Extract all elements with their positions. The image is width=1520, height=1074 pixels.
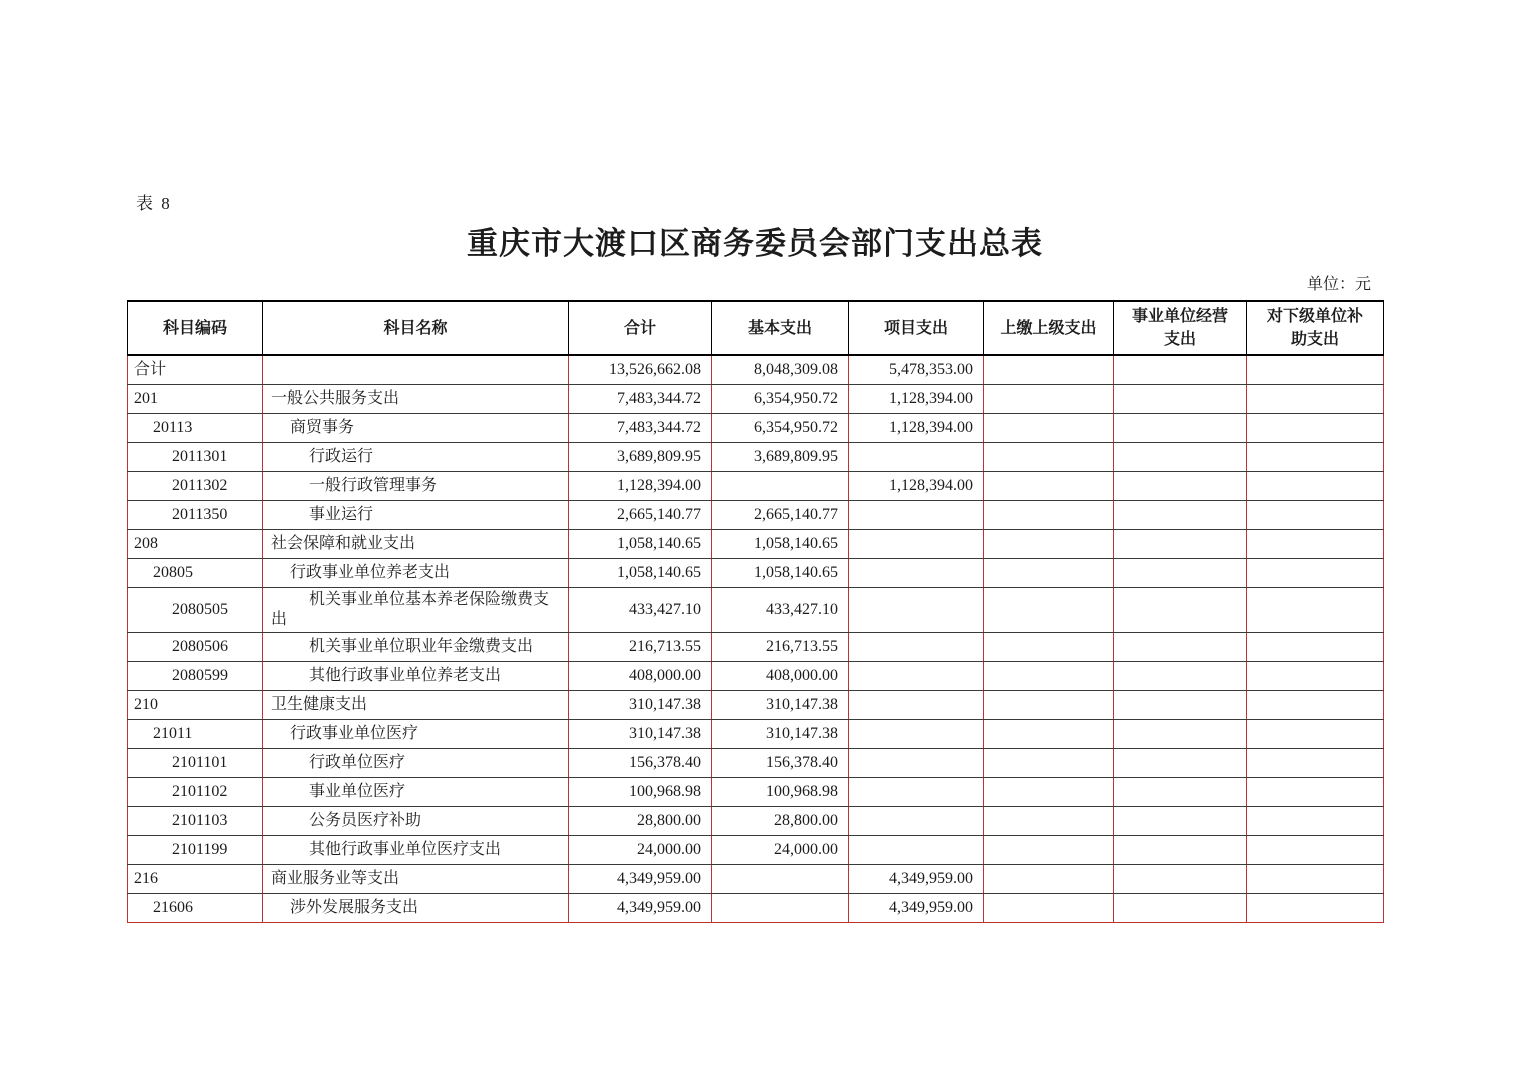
col-header-upper-level-payment: 上缴上级支出 xyxy=(984,301,1114,355)
cell-basic-expenditure: 156,378.40 xyxy=(712,748,849,777)
cell-subject-name: 行政事业单位养老支出 xyxy=(263,558,569,587)
cell-subject-code: 2080505 xyxy=(128,587,263,632)
cell-subsidy-expenditure xyxy=(1247,719,1384,748)
cell-subject-code: 2101199 xyxy=(128,835,263,864)
table-row xyxy=(128,587,1384,632)
table-row xyxy=(128,500,1384,529)
cell-basic-expenditure: 28,800.00 xyxy=(712,806,849,835)
cell-subject-name: 事业单位医疗 xyxy=(263,777,569,806)
cell-project-expenditure xyxy=(849,777,984,806)
table-row xyxy=(128,661,1384,690)
cell-subsidy-expenditure xyxy=(1247,384,1384,413)
table-row xyxy=(128,529,1384,558)
cell-total: 4,349,959.00 xyxy=(569,893,712,922)
cell-total: 408,000.00 xyxy=(569,661,712,690)
cell-basic-expenditure: 216,713.55 xyxy=(712,632,849,661)
cell-subsidy-expenditure xyxy=(1247,748,1384,777)
cell-project-expenditure: 4,349,959.00 xyxy=(849,864,984,893)
cell-basic-expenditure xyxy=(712,471,849,500)
cell-total: 7,483,344.72 xyxy=(569,413,712,442)
cell-project-expenditure xyxy=(849,835,984,864)
cell-subject-code: 210 xyxy=(128,690,263,719)
cell-basic-expenditure xyxy=(712,893,849,922)
table-row xyxy=(128,806,1384,835)
cell-total: 24,000.00 xyxy=(569,835,712,864)
cell-subject-code: 2080506 xyxy=(128,632,263,661)
cell-project-expenditure: 5,478,353.00 xyxy=(849,355,984,384)
cell-subsidy-expenditure xyxy=(1247,806,1384,835)
cell-upper-level-payment xyxy=(984,500,1114,529)
cell-subsidy-expenditure xyxy=(1247,558,1384,587)
cell-subject-name: 一般公共服务支出 xyxy=(263,384,569,413)
table-row xyxy=(128,835,1384,864)
cell-operating-expenditure xyxy=(1114,690,1247,719)
cell-subsidy-expenditure xyxy=(1247,413,1384,442)
cell-upper-level-payment xyxy=(984,748,1114,777)
cell-total: 13,526,662.08 xyxy=(569,355,712,384)
cell-total: 433,427.10 xyxy=(569,587,712,632)
cell-upper-level-payment xyxy=(984,893,1114,922)
cell-operating-expenditure xyxy=(1114,500,1247,529)
cell-upper-level-payment xyxy=(984,864,1114,893)
cell-subject-name xyxy=(263,355,569,384)
cell-operating-expenditure xyxy=(1114,529,1247,558)
cell-subject-code: 2011350 xyxy=(128,500,263,529)
unit-label: 单位：元 xyxy=(1306,276,1371,293)
cell-subject-name: 社会保障和就业支出 xyxy=(263,529,569,558)
cell-total: 1,058,140.65 xyxy=(569,558,712,587)
cell-subject-code: 216 xyxy=(128,864,263,893)
cell-subject-name: 行政事业单位医疗 xyxy=(263,719,569,748)
col-header-project-expenditure: 项目支出 xyxy=(849,301,984,355)
cell-subject-code: 合计 xyxy=(128,355,263,384)
table-row xyxy=(128,893,1384,922)
cell-total: 156,378.40 xyxy=(569,748,712,777)
cell-subsidy-expenditure xyxy=(1247,690,1384,719)
cell-upper-level-payment xyxy=(984,690,1114,719)
table-row xyxy=(128,719,1384,748)
cell-project-expenditure: 1,128,394.00 xyxy=(849,471,984,500)
cell-upper-level-payment xyxy=(984,806,1114,835)
cell-basic-expenditure: 24,000.00 xyxy=(712,835,849,864)
cell-operating-expenditure xyxy=(1114,864,1247,893)
col-header-basic-expenditure: 基本支出 xyxy=(712,301,849,355)
cell-subject-name: 公务员医疗补助 xyxy=(263,806,569,835)
cell-basic-expenditure: 310,147.38 xyxy=(712,690,849,719)
cell-subject-name: 商贸事务 xyxy=(263,413,569,442)
col-header-operating-expenditure: 事业单位经营支出 xyxy=(1114,301,1247,355)
cell-project-expenditure xyxy=(849,500,984,529)
cell-subject-code: 21606 xyxy=(128,893,263,922)
header-row xyxy=(128,301,1384,355)
cell-total: 1,128,394.00 xyxy=(569,471,712,500)
cell-operating-expenditure xyxy=(1114,719,1247,748)
cell-basic-expenditure: 8,048,309.08 xyxy=(712,355,849,384)
cell-subsidy-expenditure xyxy=(1247,632,1384,661)
table-row xyxy=(128,384,1384,413)
cell-total: 1,058,140.65 xyxy=(569,529,712,558)
cell-operating-expenditure xyxy=(1114,748,1247,777)
cell-total: 3,689,809.95 xyxy=(569,442,712,471)
cell-subsidy-expenditure xyxy=(1247,529,1384,558)
cell-subsidy-expenditure xyxy=(1247,500,1384,529)
cell-project-expenditure xyxy=(849,806,984,835)
cell-basic-expenditure: 408,000.00 xyxy=(712,661,849,690)
cell-subject-name: 涉外发展服务支出 xyxy=(263,893,569,922)
cell-total: 310,147.38 xyxy=(569,719,712,748)
cell-total: 28,800.00 xyxy=(569,806,712,835)
cell-total: 216,713.55 xyxy=(569,632,712,661)
cell-basic-expenditure: 100,968.98 xyxy=(712,777,849,806)
cell-upper-level-payment xyxy=(984,632,1114,661)
cell-subject-name: 行政运行 xyxy=(263,442,569,471)
col-header-total: 合计 xyxy=(569,301,712,355)
cell-subject-name: 其他行政事业单位医疗支出 xyxy=(263,835,569,864)
cell-subject-name: 卫生健康支出 xyxy=(263,690,569,719)
cell-upper-level-payment xyxy=(984,442,1114,471)
cell-total: 310,147.38 xyxy=(569,690,712,719)
cell-subject-code: 2101102 xyxy=(128,777,263,806)
cell-project-expenditure xyxy=(849,690,984,719)
table-row xyxy=(128,355,1384,384)
table-row xyxy=(128,864,1384,893)
page-title: 重庆市大渡口区商务委员会部门支出总表 xyxy=(467,226,1043,261)
col-header-subsidy-expenditure: 对下级单位补助支出 xyxy=(1247,301,1384,355)
cell-project-expenditure xyxy=(849,632,984,661)
table-row xyxy=(128,632,1384,661)
table-row xyxy=(128,690,1384,719)
cell-subject-name: 商业服务业等支出 xyxy=(263,864,569,893)
cell-subject-name: 机关事业单位职业年金缴费支出 xyxy=(263,632,569,661)
cell-operating-expenditure xyxy=(1114,384,1247,413)
cell-subject-code: 2080599 xyxy=(128,661,263,690)
cell-project-expenditure xyxy=(849,587,984,632)
cell-project-expenditure xyxy=(849,661,984,690)
cell-project-expenditure: 1,128,394.00 xyxy=(849,384,984,413)
cell-upper-level-payment xyxy=(984,777,1114,806)
cell-subject-code: 2101101 xyxy=(128,748,263,777)
table-header xyxy=(128,301,1384,355)
cell-subject-code: 20113 xyxy=(128,413,263,442)
cell-upper-level-payment xyxy=(984,471,1114,500)
cell-basic-expenditure: 6,354,950.72 xyxy=(712,413,849,442)
cell-basic-expenditure: 310,147.38 xyxy=(712,719,849,748)
cell-total: 2,665,140.77 xyxy=(569,500,712,529)
cell-project-expenditure xyxy=(849,719,984,748)
cell-basic-expenditure: 3,689,809.95 xyxy=(712,442,849,471)
cell-operating-expenditure xyxy=(1114,777,1247,806)
cell-subject-name: 机关事业单位基本养老保险缴费支出 xyxy=(263,587,569,632)
cell-upper-level-payment xyxy=(984,558,1114,587)
table-row xyxy=(128,442,1384,471)
cell-subsidy-expenditure xyxy=(1247,661,1384,690)
cell-subsidy-expenditure xyxy=(1247,835,1384,864)
cell-project-expenditure xyxy=(849,442,984,471)
cell-upper-level-payment xyxy=(984,587,1114,632)
cell-subsidy-expenditure xyxy=(1247,471,1384,500)
cell-operating-expenditure xyxy=(1114,835,1247,864)
cell-operating-expenditure xyxy=(1114,413,1247,442)
cell-subsidy-expenditure xyxy=(1247,893,1384,922)
cell-subject-name: 其他行政事业单位养老支出 xyxy=(263,661,569,690)
cell-project-expenditure: 1,128,394.00 xyxy=(849,413,984,442)
cell-subsidy-expenditure xyxy=(1247,442,1384,471)
doc-label: 表 8 xyxy=(136,194,172,213)
cell-subject-name: 事业运行 xyxy=(263,500,569,529)
cell-subject-code: 20805 xyxy=(128,558,263,587)
cell-subsidy-expenditure xyxy=(1247,355,1384,384)
table-row xyxy=(128,413,1384,442)
cell-subsidy-expenditure xyxy=(1247,587,1384,632)
cell-total: 4,349,959.00 xyxy=(569,864,712,893)
cell-upper-level-payment xyxy=(984,529,1114,558)
cell-upper-level-payment xyxy=(984,384,1114,413)
cell-operating-expenditure xyxy=(1114,587,1247,632)
cell-basic-expenditure: 6,354,950.72 xyxy=(712,384,849,413)
table-body xyxy=(128,355,1384,922)
cell-project-expenditure xyxy=(849,558,984,587)
cell-upper-level-payment xyxy=(984,835,1114,864)
cell-basic-expenditure: 1,058,140.65 xyxy=(712,558,849,587)
cell-subject-code: 21011 xyxy=(128,719,263,748)
col-header-subject-name: 科目名称 xyxy=(263,301,569,355)
cell-basic-expenditure: 1,058,140.65 xyxy=(712,529,849,558)
cell-operating-expenditure xyxy=(1114,806,1247,835)
cell-subject-code: 208 xyxy=(128,529,263,558)
cell-total: 7,483,344.72 xyxy=(569,384,712,413)
cell-upper-level-payment xyxy=(984,413,1114,442)
cell-project-expenditure xyxy=(849,748,984,777)
cell-subject-name: 一般行政管理事务 xyxy=(263,471,569,500)
cell-subject-code: 2101103 xyxy=(128,806,263,835)
table-row xyxy=(128,777,1384,806)
col-header-subject-code: 科目编码 xyxy=(128,301,263,355)
expenditure-table xyxy=(127,300,1384,923)
cell-subject-code: 201 xyxy=(128,384,263,413)
cell-operating-expenditure xyxy=(1114,355,1247,384)
cell-total: 100,968.98 xyxy=(569,777,712,806)
cell-upper-level-payment xyxy=(984,661,1114,690)
table-row xyxy=(128,748,1384,777)
cell-operating-expenditure xyxy=(1114,558,1247,587)
cell-upper-level-payment xyxy=(984,719,1114,748)
cell-basic-expenditure: 433,427.10 xyxy=(712,587,849,632)
cell-operating-expenditure xyxy=(1114,661,1247,690)
cell-project-expenditure xyxy=(849,529,984,558)
cell-subsidy-expenditure xyxy=(1247,864,1384,893)
table-row xyxy=(128,558,1384,587)
cell-operating-expenditure xyxy=(1114,893,1247,922)
cell-project-expenditure: 4,349,959.00 xyxy=(849,893,984,922)
cell-basic-expenditure xyxy=(712,864,849,893)
cell-operating-expenditure xyxy=(1114,471,1247,500)
cell-operating-expenditure xyxy=(1114,632,1247,661)
cell-subject-code: 2011301 xyxy=(128,442,263,471)
cell-operating-expenditure xyxy=(1114,442,1247,471)
cell-subject-code: 2011302 xyxy=(128,471,263,500)
cell-upper-level-payment xyxy=(984,355,1114,384)
cell-subject-name: 行政单位医疗 xyxy=(263,748,569,777)
table-row xyxy=(128,471,1384,500)
cell-subsidy-expenditure xyxy=(1247,777,1384,806)
cell-basic-expenditure: 2,665,140.77 xyxy=(712,500,849,529)
